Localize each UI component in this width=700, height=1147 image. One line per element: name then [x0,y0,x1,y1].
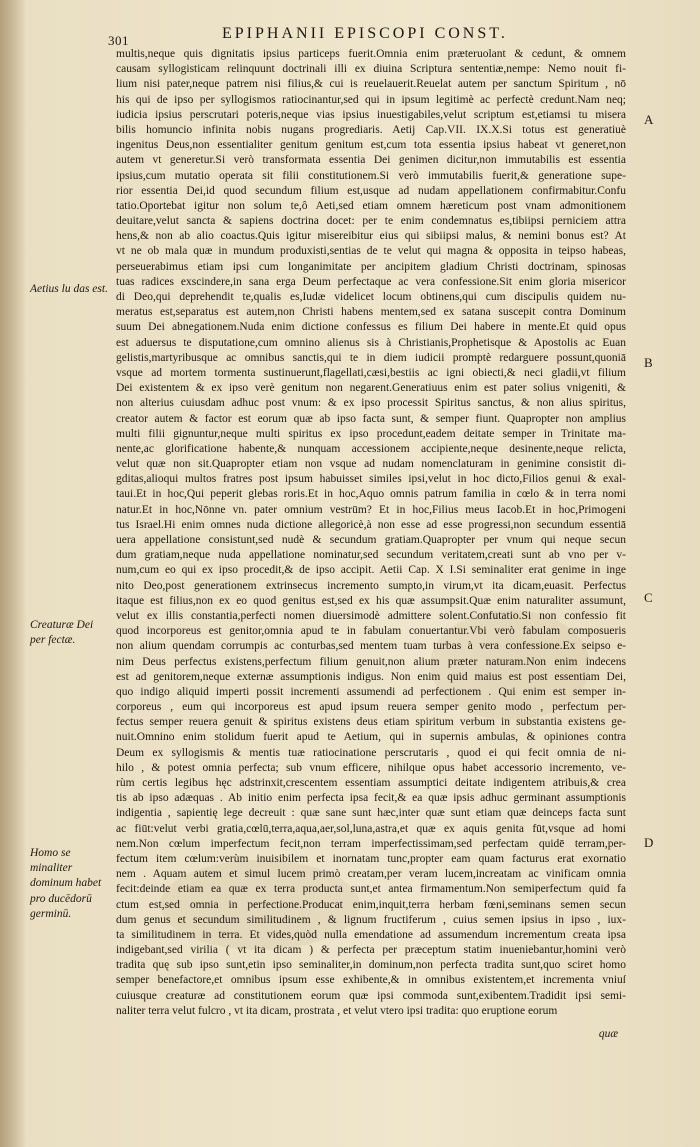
text-line: non alterius cuiusdam adhuc post vnum: & ex ipso processit Spiritus sanctus, & non alius spiritus, [116,397,626,410]
text-line: natur.Et in hoc,Nōnne vn. pater omnium vestrūm? Et in hoc,Filius meus Iacob.Et in hoc,Primogeni [116,503,626,516]
text-line: quo indigo aliquid imperti possit incrementi assumendi ad perfectionem . Qui enim est semper in- [116,685,626,698]
text-line: ta similitudinem in terra. Et vides,quòd nulla emendatione ad assumendum incrementum creata ipsa [116,928,626,941]
running-head: EPIPHANII EPISCOPI CONST. [222,25,508,42]
text-line: meratus est,separatus est autem,non Christi habens mentem,sed ex satana suscepit contra Dominum [116,306,626,319]
text-line: bilis homuncio infinita nobis nugans progrediaris. Aetij Cap.VII. IX.X.Si totus est generatiuè [116,123,626,136]
text-line: naliter terra velut fulcro , vt ita dicam, prostrata , et velut vtero ipsi tradita: quo eruptione eorum [116,1004,558,1017]
body-text [116,47,626,1019]
text-line: est ad genitorem,neque externæ assumptionis indigus. Non enim quid maius est post essentiam Dei, [116,670,626,683]
text-line: multi filii gignuntur,neque multi spiritus ex ipso procedunt,eadem deitate semper in Trinitate ma- [116,427,626,440]
text-line: indigebant,sed virilia ( vt ita dicam ) & perfecta per præceptum statim inueniebantur,homini verò [116,944,626,957]
text-line: uera appellatione consistunt,sed nudè & secundum gratiam.Quapropter per vnum qui neque secun [116,534,626,546]
text-line: dum gratiam,neque nuda appellatione nominatur,sed secundum veritatem,creati sunt ab vno per v- [116,549,626,562]
margin-note-text: Creaturæ Dei per fectæ. [30,619,94,647]
text-line: causam syllogisticam relinquunt doctrinali illi ex diuina Scriptura sententiæ,nempe: Nemo nouit fi- [116,63,626,76]
margin-note [30,282,110,297]
text-line: Deum ex syllogismis & mentis tuæ ratiocinatione perscrutaris , quod ei qui fecit omnia de ni- [116,746,626,759]
page-number: 301 [108,33,129,48]
text-line: his qui de ipso per syllogismos ratiocinantur,sed qui in ipsum legitimè ac perfectè credunt.Nam neq; [116,93,626,106]
text-line: rùm certis legibus hęc adstrinxit,crescentem essentiam assumptici deitate indigentem atribuis,& crea [116,777,626,789]
text-line: fectum item cœlum:verùm inuisibilem et inornatam tunc,propter eam quam facturus erat exornatio [116,852,626,865]
text-line: nim Deus perfectus existens,perfectum filium genuit,non alium præter naturam.Non enim indecens [116,655,626,668]
section-letter: C [644,590,653,605]
text-line: non alium quendam corrumpis ac conturbas,sed mentem tuam turbas à vera confessione.Ex seipso e- [116,640,626,653]
text-line: tus Israel.Hi enim omnes nuda dictione allegoricè,à non esse ad esse progressi,non secundum essentiā [116,518,626,531]
text-line: taui.Et in hoc,Qui peperit glebas roris.Et in hoc,Aquo omnis patrum familia in cœlo & in terra nomi [116,488,626,501]
text-line: nem.Non cœlum imperfectum fecit,non terram imperfectissimam,sed perfectam quidē terram,per- [116,837,626,850]
text-line: di Deo,qui deprehendit te,qualis es,Iudæ videlicet locum obtinens,qui cum discipulis quidem nu- [116,291,626,303]
margin-note [30,846,110,922]
text-line: ipsius,cum mutatio operata sit filii constitutionem.Si verò immutabilis fuerit,& generatione supe- [116,169,626,182]
text-line: Dei existentem & ex ipso verè genitum non negarent.Generatiuus enim est pater solius vnigeniti, & [116,382,626,395]
text-line: suum Dei abnegationem.Nuda enim dictione confessus es filium Dei habere in mente.Et quid opus [116,321,626,334]
text-line: itaque est filius,non ex eo quod genitus est,sed ex his quæ assumpsit.Quæ enim naturaliter assumunt, [116,594,626,607]
text-line: velut quæ non sit.Quapropter etiam non vsque ad nudam nomenclaturam in genimine consistit di- [116,458,626,471]
text-line: rior essentia Dei,id quod secundum filium est,usque ad nudam appellationem confirmabitur.Confu [116,184,626,197]
text-line: tis ab ipso adæquas . Ab initio enim perfecta ipsa fecit,& ea quæ ipsis adhuc germinant assumptionis [116,792,626,805]
text-line: perseuerabimus etiam ipsi cum longanimitate per ancipitem gladium Christi doctrinam, spinosas [116,260,626,273]
text-line: dum genus et secundum similitudinem , & lignum fructiferum , cuius semen ipsius in ipso , iux- [116,913,626,926]
margin-note [30,618,110,648]
text-line: multis,neque quis dignitatis ipsius particeps fuerit.Omnia enim præteruolant & cedunt, & omnem [116,48,626,60]
text-line: tuas radices exscindere,in sana erga Deum perfectaque ac vera confessione.Sit enim gloria misericor [116,275,626,288]
margin-note-text: Aetius lu das est. [30,283,108,295]
text-line: cuiusque creaturæ ad constitutionem eorum quæ ipsi commoda sunt,exibentem.Tradidit ipsi semi- [116,989,626,1002]
text-line: corporeus , eum qui incorporeus est apud ipsum reuera semper genito modo , perfectum per- [116,701,626,714]
text-line: creator autem & factor est eorum quæ ab ipso facta sunt, & semper fiunt. Quapropter non amplius [116,412,626,425]
text-line: vt ne ob mala quæ in mundum produxisti,sentias de te velut qui magna & opposita in teipso habeas, [116,245,626,258]
text-line: velut ex illis constantia,perfecti nomen diuersimodè admittere solent.Confutatio.Si non confessio fit [116,609,626,622]
text-line: nito Deo,post generationem extrinsecus incremento sumpto,in virum,vt ita dicam,euasit. Perfectus [116,579,626,592]
text-line: lium nisi pater,neque patrem nisi filius,& cui is reuelauerit.Reuelat autem per sanctum Spiritum , nō [116,78,626,91]
text-line: hilo , & potest omnia perfecta; sub vnum efficere, nihilque opus habet accessorio incremento, ve- [116,761,626,774]
text-line: nuit.Omnino enim stolidum fuerit apud te Aetium, qui in supernis ambulas, & opiniones contra [116,731,626,744]
catchword: quæ [598,1028,618,1040]
text-line: ac fiūt:velut verbi gratia,cœlū,terra,aqua,aer,sol,luna,astra,et quæ ex aquis genita fūt,vsque ad homi [116,822,626,835]
text-line: deuitare,velut sancta & sapiens doctrina docet: per te enim condemnatus es,tibiipsi perniciem attra [116,215,626,228]
text-line: nente,ac glorificatione habente,& nunquam accessionem accipiente,neque desinente,neque relicta, [116,442,626,455]
text-line: iudicia ipsius perscrutari poteris,neque vias ipsius inuestigabiles,velut scriptum est,etiamsi tu misera [116,108,626,121]
text-line: num,cum eo qui ex ipso procedit,& de ipso accipit. Aetii Cap. X I.Si seminaliter erat genime in inge [116,564,626,577]
text-line: est aduersus te disputatione,cum omnino alienus sis à Christianis,Prophetisque & Apostolis ac Euan [116,336,626,349]
text-line: semper benefactore,et omnibus ipsum esse exhibente,& in omnibus existentem,et incrementa vniuſ [116,974,626,987]
text-line: ingenitus Deus,non essentialiter genitum genitum est,cum tota essentia ipsius habeat vt generet,non [116,139,626,152]
text-line: hens,& non ab alio coactus.Quis igitur misereibitur eius qui sibiipsi malus, & nemini bonus est? At [116,230,626,243]
text-line: nem . Aquam autem et simul lucem primò creatam,per veram lucem,increatam ac vinificam omnia [116,868,626,881]
text-line: quod incorporeus est genitor,omnia apud te in fabulam conuertantur.Vbi verò fabulam composueris [116,625,626,638]
section-letter: D [644,835,654,850]
section-letter: B [644,355,653,370]
text-line: ctum est,sed omnia in perfectione.Producat enim,inquit,terra herbam fœni,seminans semen secun [116,898,626,911]
text-line: autem vt generetur.Si verò transformata essentia Dei genimen dicitur,non immutabilis est essentia [116,154,626,167]
text-line: indigentia , sapientię lege decreuit : quæ sane sunt hæc,inter quæ sunt etiam quæ deinceps facta sunt [116,807,626,820]
page-gutter-shadow [0,0,26,1147]
text-line: gelistis,martyribusque ac omnibus sanctis,qui te in diem iudicii promptè redarguere possunt,quoniā [116,351,626,364]
text-line: gditas,alioqui multos fratres post ipsum habuisset similes ipsi,velut in hoc dicto,Filios genui & exal- [116,473,626,486]
margin-note-text: Homo se minaliter dominum habet pro ducēdorū germinū. [30,847,102,920]
text-line: fecit:deinde etiam ea quæ ex terra producta sunt,et antea firmamentum.Non semiperfectum quid fa [116,883,626,896]
text-line: vsque ad mortem tormenta sustinuerunt,flagellati,cæsi,bestiis ac igni obiecti,& neci gladii,vt filium [116,366,626,379]
text-line: tatio.Oportebat igitur non solum te,ô Aeti,sed etiam omnem hæreticum post vnam admonitionem [116,199,626,212]
text-line: fectus semper reuera genuit & spiritus existens deus etiam spiritum verbum in substantia existens ge- [116,716,626,729]
section-letter: A [644,112,654,127]
text-line: tradita quę sub ipso sunt,etin ipso seminaliter,in dominum,non perfecta tradita sunt,quo sciret homo [116,959,626,972]
